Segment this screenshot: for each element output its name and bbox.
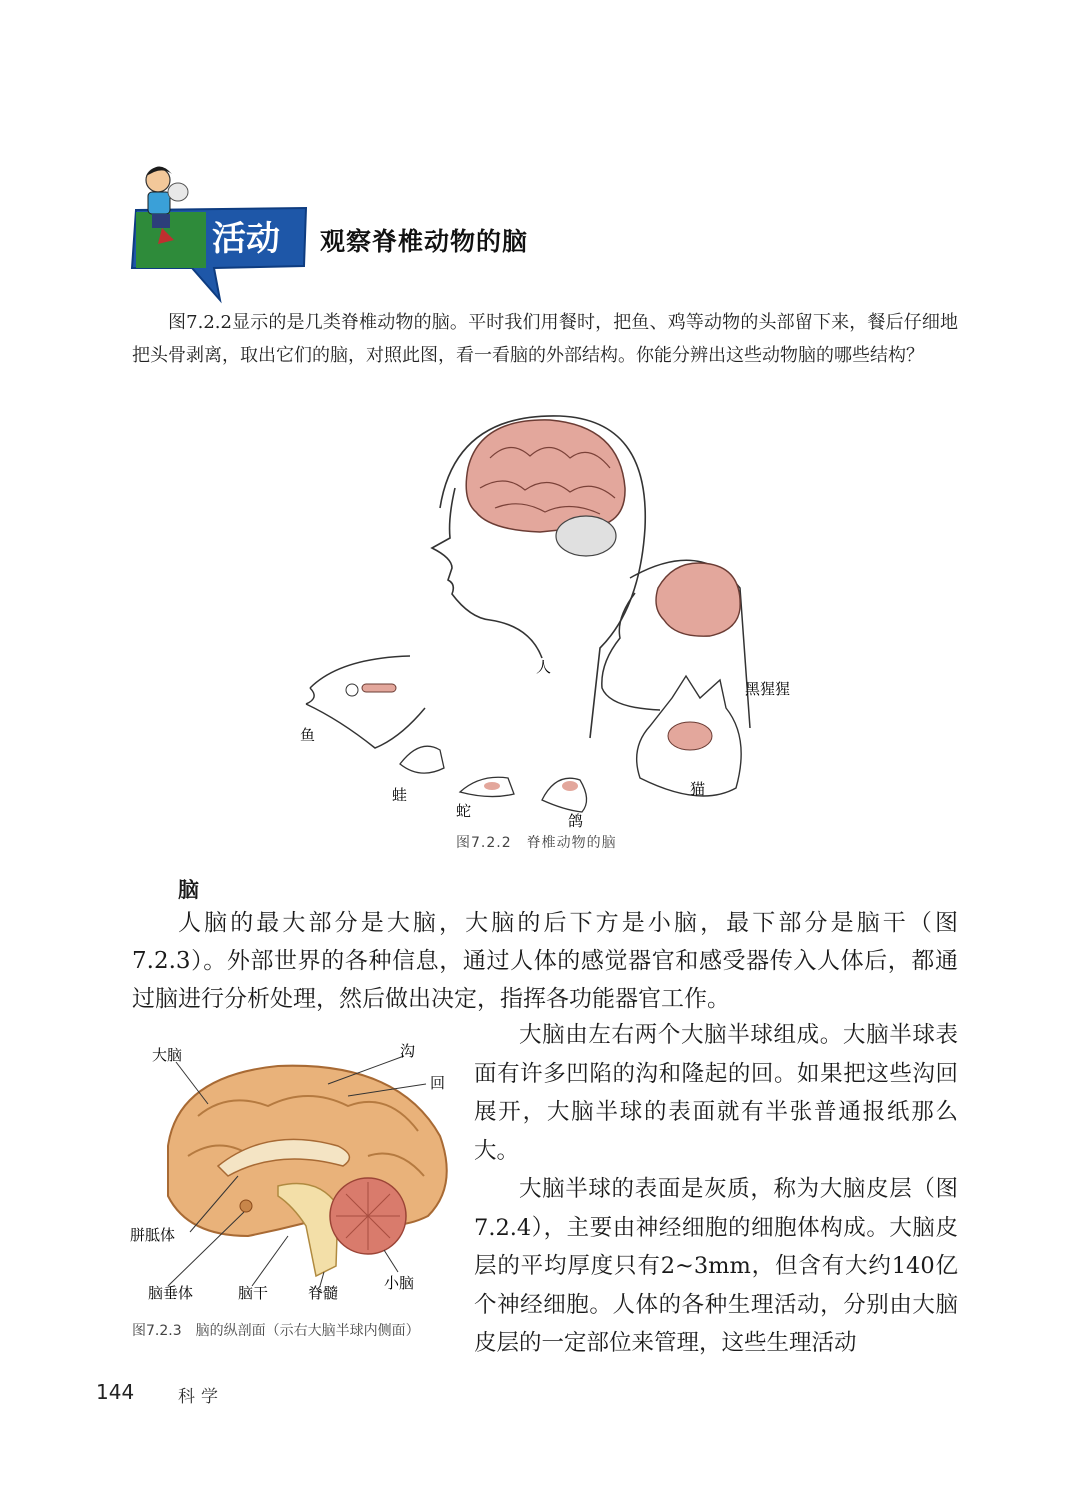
fish-head-illustration xyxy=(306,656,425,748)
label-pituitary: 脑垂体 xyxy=(148,1284,194,1302)
label-chimp: 黑猩猩 xyxy=(745,680,791,698)
activity-badge xyxy=(128,158,318,308)
label-human: 人 xyxy=(536,658,552,676)
brainstem-shape xyxy=(278,1184,338,1277)
label-corpus-callosum: 胼胝体 xyxy=(130,1226,176,1244)
figure-723-caption: 图7.2.3 脑的纵剖面（示右大脑半球内侧面） xyxy=(132,1323,420,1339)
body-paragraph-2: 大脑由左右两个大脑半球组成。大脑半球表面有许多凹陷的沟和隆起的回。如果把这些沟回展开，大脑半球的表面就有半张普通报纸那么大。 xyxy=(474,1022,958,1164)
human-cerebellum xyxy=(556,516,616,556)
page-number: 144 xyxy=(96,1380,135,1404)
section-heading: 脑 xyxy=(178,878,199,902)
label-fish: 鱼 xyxy=(300,726,316,744)
book-title: 科学 xyxy=(178,1387,224,1407)
label-sulcus: 沟 xyxy=(400,1042,416,1060)
vertebrate-brains-figure xyxy=(280,408,800,828)
label-spinal-cord: 脊髓 xyxy=(308,1284,339,1302)
frog-illustration xyxy=(400,746,444,773)
label-cerebellum: 小脑 xyxy=(384,1274,415,1292)
activity-badge-label: 活动 xyxy=(212,219,280,259)
activity-title: 观察脊椎动物的脑 xyxy=(320,227,529,256)
label-gyrus: 回 xyxy=(430,1074,446,1092)
brain-section-figure xyxy=(128,1036,468,1316)
label-brainstem: 脑干 xyxy=(238,1284,269,1302)
label-frog: 蛙 xyxy=(392,786,408,804)
pituitary-shape xyxy=(240,1200,252,1212)
right-column-text xyxy=(474,1016,958,1363)
figure-722-caption: 图7.2.2 脊椎动物的脑 xyxy=(456,835,617,851)
intro-paragraph: 图7.2.2显示的是几类脊椎动物的脑。平时我们用餐时，把鱼、鸡等动物的头部留下来，餐后仔细地把头骨剥离，取出它们的脑，对照此图，看一看脑的外部结构。你能分辨出这些动物脑的哪些结构？ xyxy=(132,312,958,366)
label-snake: 蛇 xyxy=(456,802,472,820)
label-cat: 猫 xyxy=(690,780,706,798)
body-paragraph-3: 大脑半球的表面是灰质，称为大脑皮层（图7.2.4），主要由神经细胞的细胞体构成。大脑皮层的平均厚度只有2~3mm，但含有大约140亿个神经细胞。人体的各种生理活动，分别由大脑皮层的一定部位来管理，这些生理活动 xyxy=(474,1176,958,1356)
label-cerebrum: 大脑 xyxy=(152,1046,183,1064)
body-paragraph-1: 人脑的最大部分是大脑，大脑的后下方是小脑，最下部分是脑干（图7.2.3）。外部世界的各种信息，通过人体的感觉器官和感受器传入人体后，都通过脑进行分析处理，然后做出决定，指挥各功能器官工作。 xyxy=(132,910,958,1012)
label-pigeon: 鸽 xyxy=(568,812,584,828)
chimp-brain xyxy=(656,563,740,636)
human-cerebrum xyxy=(466,420,625,532)
cat-brain xyxy=(668,722,712,750)
